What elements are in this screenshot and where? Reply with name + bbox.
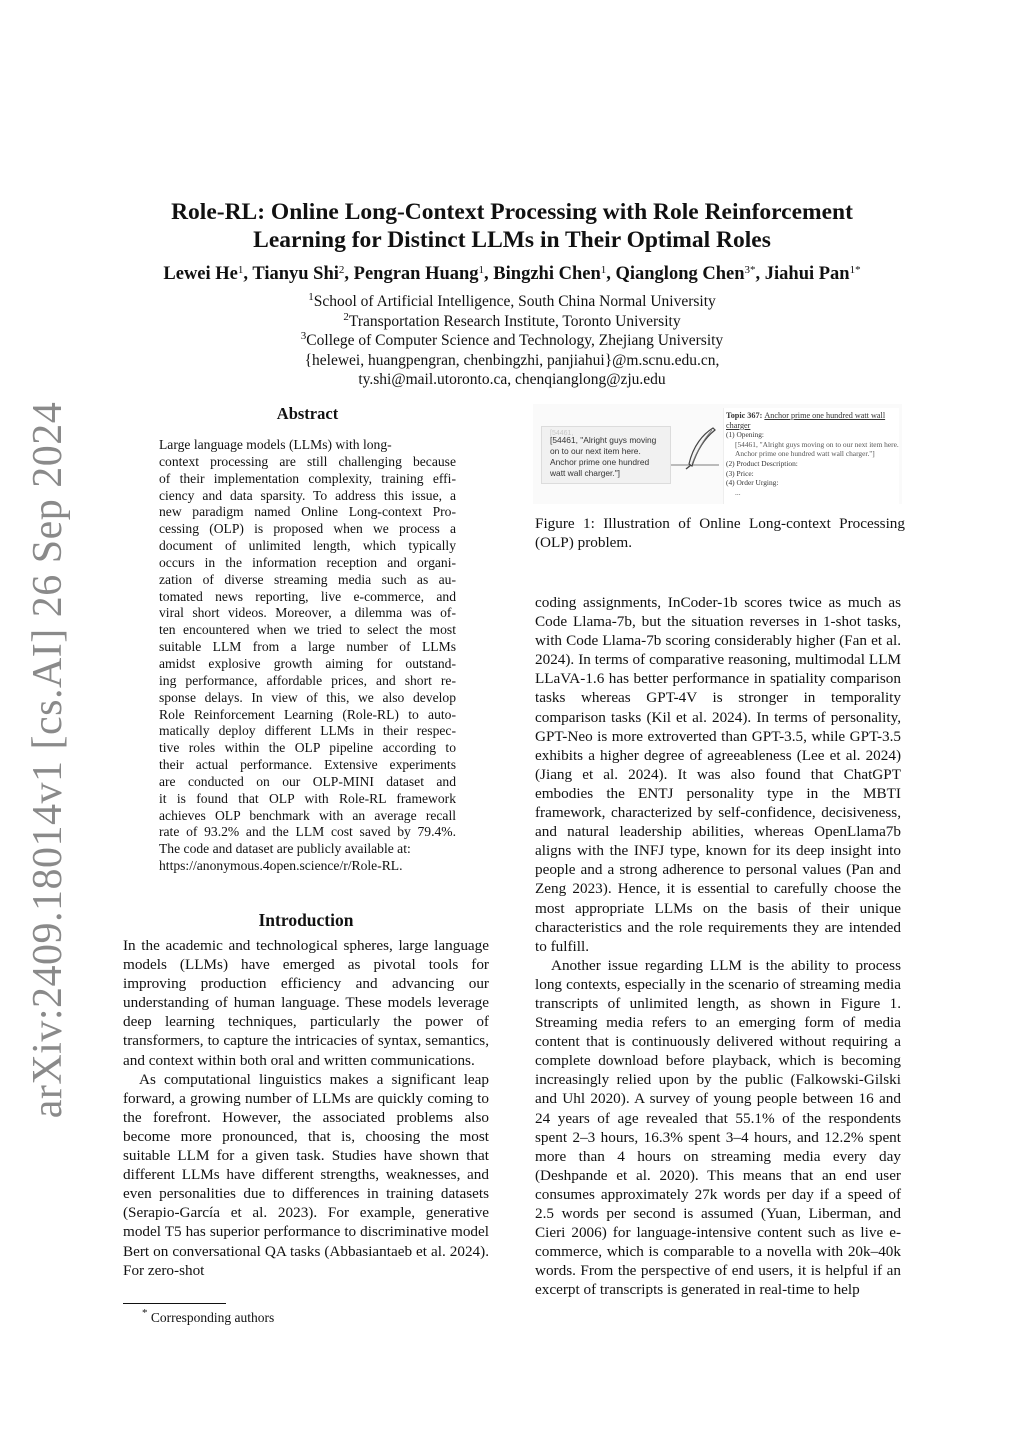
abstract-line: cessing (OLP) is proposed when we process a [159,521,456,537]
right-column-text [535,593,901,1299]
email-line: {helewei, huangpengran, chenbingzhi, panjiahui}@m.scnu.edu.cn, [304,351,720,369]
topic-item: (1) Opening: [726,430,764,440]
figure-1-caption: Figure 1: Illustration of Online Long-context Processing (OLP) problem. [535,515,905,551]
topic-item-detail: [54461, "Alright guys moving on to our next item here. Anchor prime one hundred watt wall charger."] [735,439,899,459]
paragraph: In the academic and technological spheres, large language models (LLMs) have emerged as pivotal tools for improving production efficiency and advancing our understanding of human language. These models leverage deep learning techniques, particularly the power of transformers, to capture the intricacies of syntax, semantics, and context within both oral and written communications. [123,937,489,1069]
abstract-line: Large language models (LLMs) with long- [159,437,392,452]
topic-item: (4) Order Urging: [726,478,779,488]
affiliations [100,292,924,390]
abstract-line: matically deploy different LLMs in their respec- [159,723,456,739]
abstract-line: ciency and data sparsity. To address this issue, a [159,487,456,503]
paper-title-line-1: Role-RL: Online Long-Context Processing with Role Reinforcement [171,199,853,225]
email-line: ty.shi@mail.utoronto.ca, chenqianglong@zju.edu [358,371,666,388]
topic-item-ellipsis: ... [735,487,741,497]
abstract-line: tive roles within the OLP pipeline according to [159,740,456,756]
abstract-line: are conducted on our OLP-MINI dataset and [159,773,456,789]
abstract-line: Role Reinforcement Learning (Role-RL) to auto- [159,706,456,722]
author: Jiahui Pan$^{1*}$ [764,264,861,284]
paper-title-line-2: Learning for Distinct LLMs in Their Optimal Roles [253,227,771,253]
topic-summary-card [723,408,899,504]
abstract-line: The code and dataset are publicly available at: [159,841,411,857]
transcript-excerpt-text: [54461, "Alright guys moving on to our next item here. Anchor prime one hundred watt wall charger."] [550,435,657,478]
abstract-line: viral short videos. Moreover, a dilemma was of- [159,605,456,621]
figure-1-illustration [533,404,902,504]
abstract-heading: Abstract [276,404,339,423]
author: Tianyu Shi$^2$, [252,264,354,284]
abstract-line: new paradigm named Online Long-context Pro- [159,504,456,520]
paragraph: Another issue regarding LLM is the ability to process long contexts, especially in the scenario of streaming media transcripts of unlimited length, as shown in Figure 1. Streaming media refers to an emerging form of media content that is continuously delivered without requiring a complete download before playback, which is becoming increasingly relied upon by the public (Falkowski-Gilski and Uhl 2020). A survey of young people between 16 and 24 years of age revealed that 55.1% of the respondents spent 2–3 hours, 16.3% spent 3–4 hours, and 12.2% spent more than 4 hours on streaming media every day (Deshpande et al. 2020). This means that an end user consumes approximately 27k words per day if a speed of 2.5 words per second is assumed (Yuan, Liberman, and Cieri 2006) for language-intensive content such as live e-commerce, which is comparable to a novella with 20k–40k words. From the perspective of end users, it is helpful if an excerpt of transcripts is generated in real-time to help [535,956,901,1299]
footnote: * Corresponding authors [142,1307,275,1325]
paragraph: As computational linguistics makes a significant leap forward, a growing number of LLMs are quickly coming to the forefront. However, the associated problems also become more pronounced, that is, choosing the most suitable LLM for a given task. Studies have shown that different LLMs have different strengths, weaknesses, and even personalities due to differences in training datasets (Serapio-García et al. 2023). For example, generative model T5 has superior performance to discriminative model Bert on conversational QA tasks (Abbasiantaeb et al. 2024). For zero-shot [123,1070,489,1279]
paper-title [100,198,924,254]
abstract-line: achieves OLP benchmark with an average recall [159,807,456,823]
abstract-line: their actual performance. Extensive experiments [159,757,456,773]
author: Lewei He$^1$, [163,264,253,284]
affiliation-line: $^2$Transportation Research Institute, Toronto University [343,310,681,330]
abstract-line: zation of diverse streaming media such as au- [159,571,456,587]
abstract-line: tomated news reporting, live e-commerce, and [159,588,456,604]
introduction-heading: Introduction [258,910,354,930]
abstract-line: suitable LLM from a large number of LLMs [159,639,456,655]
paragraph: coding assignments, InCoder-1b scores twice as much as Code Llama-7b, but the situation reverses in 1-shot tasks, with Code Llama-7b scoring considerably higher (Fan et al. 2024). In terms of comparative reasoning, multimodal LLM LLaVA-1.6 has better performance in spatiality comparison tasks whereas GPT-4V is stronger in temporality comparison tasks (Kil et al. 2024). In terms of personality, GPT-Neo is more extroverted than GPT-3.5, while GPT-3.5 exhibits a higher degree of agreeableness (Lee et al. 2024)(Jiang et al. 2024). It was also found that ChatGPT embodies the ENTJ personality type in the MBTI framework, characterized by self-confidence, decisiveness, and natural leadership abilities, whereas OpenLlama7b aligns with the INFJ type, known for its deep insight into people and a strong adherence to personal values (Pan and Zeng 2023). Hence, it is essential to carefully choose the most appropriate LLMs on the basis of their unique characteristics and the role requirements they are intended to fulfill. [535,594,901,955]
abstract-line: of their implementation complexity, training effi- [159,470,456,486]
author: Bingzhi Chen$^1$, [493,264,616,284]
abstract-line: ing performance, affordable prices, and short re- [159,672,456,688]
author-list [60,264,964,285]
arxiv-identifier-text: arXiv:2409.18014v1 [cs.AI] 26 Sep 2024 [25,401,71,1119]
topic-item: (2) Product Description: [726,458,798,468]
abstract-body [159,437,456,875]
topic-heading: Topic 367: Anchor prime one hundred watt wall charger [726,411,886,430]
abstract-line: ten encountered when we tried to select the most [159,622,456,638]
abstract-line: context processing are still challenging because [159,453,456,469]
footnote-rule [123,1303,226,1304]
topic-item: (3) Price: [726,468,754,478]
abstract-line: rate of 93.2% and the LLM cost saved by 79.4%. [159,824,456,840]
author: Pengran Huang$^1$, [353,264,494,284]
left-column-text [123,936,489,1280]
author: Qianglong Chen$^{3*}$, [615,264,765,284]
abstract-line: amidst explosive growth aiming for outstand- [159,655,456,671]
quill-pen-icon [683,426,717,470]
abstract-line: sponse delays. In view of this, we also develop [159,689,456,705]
affiliation-line: $^3$College of Computer Science and Technology, Zhejiang University [300,330,724,349]
affiliation-line: $^1$School of Artificial Intelligence, South China Normal University [308,291,716,310]
abstract-line: https://anonymous.4open.science/r/Role-RL. [159,858,403,874]
transcript-excerpt-card [541,426,671,484]
abstract-line: document of unlimited length, which typically [159,538,456,554]
abstract-line: it is found that OLP with Role-RL framework [159,790,456,806]
transcript-ghost-id: [54461, [550,430,574,437]
abstract-line: occurs in the information reception and organi- [159,554,456,570]
